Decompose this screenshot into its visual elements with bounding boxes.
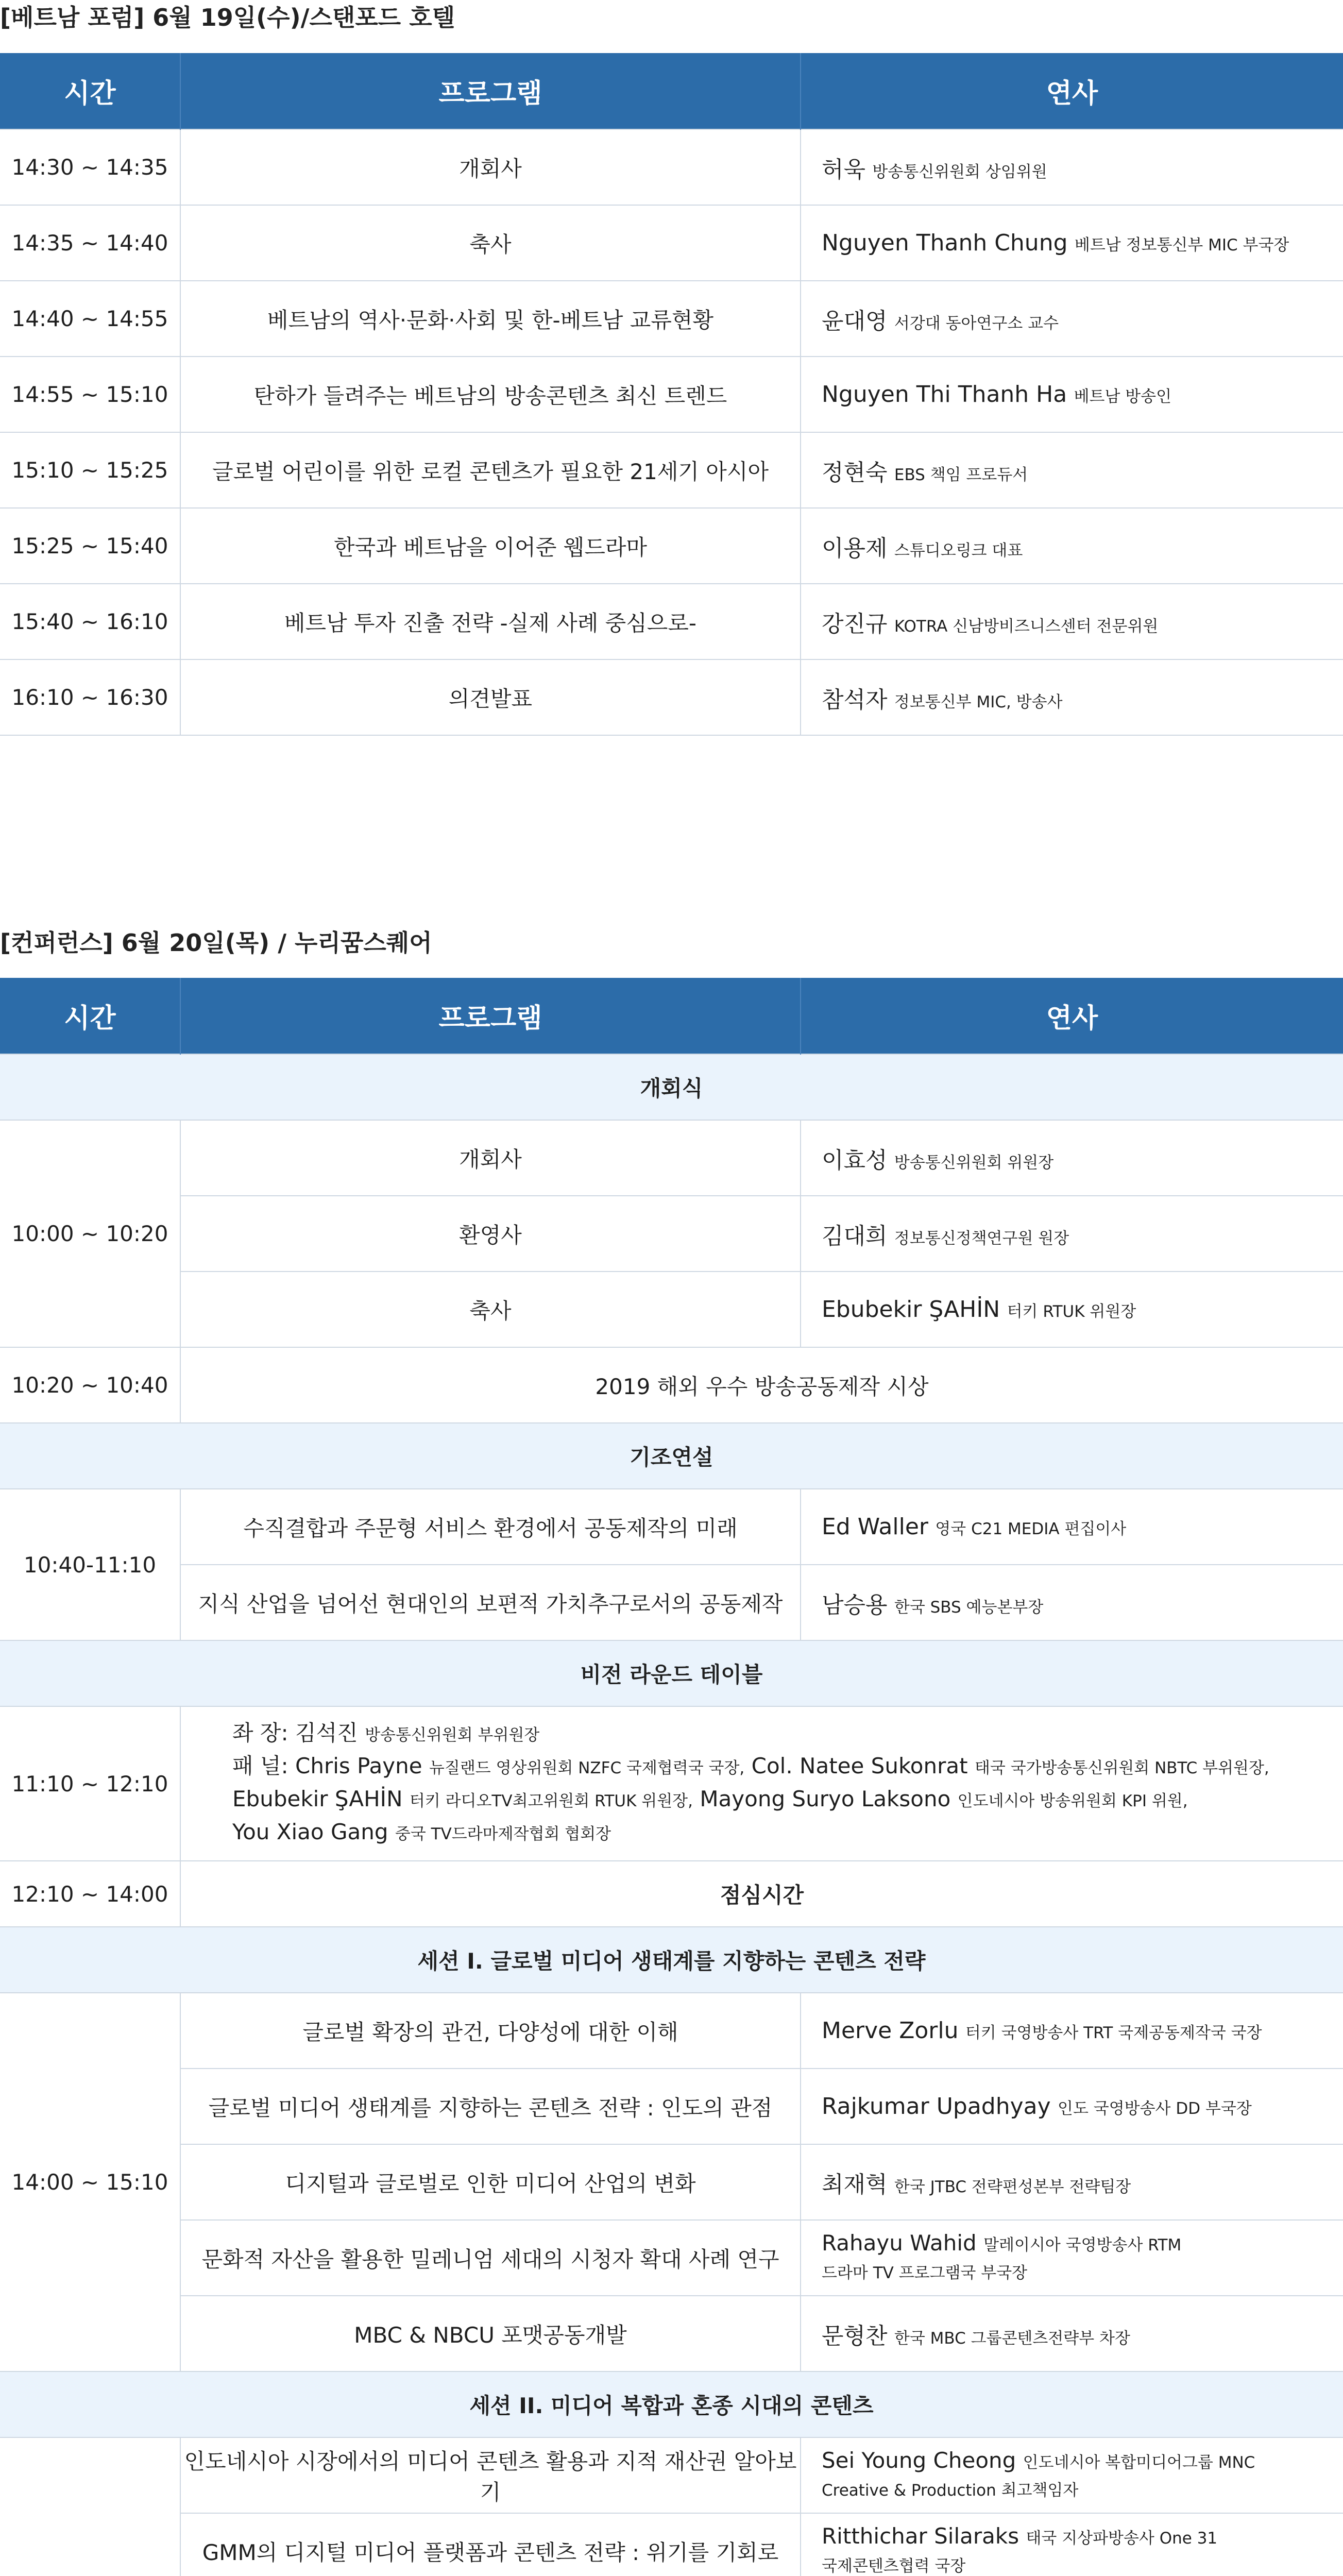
table-row: [0, 1861, 1343, 1927]
speaker-header: 연사: [801, 978, 1343, 1054]
speaker-name: Ed Waller: [822, 1514, 928, 1540]
table-row: [0, 432, 1343, 508]
time-cell: 15:25 ~ 15:40: [0, 508, 180, 584]
speaker-name: Nguyen Thi Thanh Ha: [822, 381, 1067, 408]
speaker-name: Merve Zorlu: [822, 2018, 959, 2044]
time-cell: 14:00 ~ 15:10: [0, 1993, 180, 2371]
program-cell: 탄하가 들려주는 베트남의 방송콘텐츠 최신 트렌드: [180, 357, 801, 432]
program-cell: 2019 해외 우수 방송공동제작 시상: [180, 1347, 1343, 1423]
speaker-name: Ritthichar Silaraks: [822, 2523, 1019, 2549]
program-cell: GMM의 디지털 미디어 플랫폼과 콘텐츠 전략 : 위기를 기회로: [180, 2513, 801, 2576]
speaker-name: 이용제: [822, 535, 888, 562]
speaker-name: 참석자: [822, 686, 888, 713]
roundtable-panel: [180, 1706, 1343, 1861]
panelist-name: Ebubekir ŞAHİN: [232, 1786, 403, 1811]
speaker-name: 최재혁: [822, 2171, 888, 2198]
table-row: [0, 1489, 1343, 1565]
table-row: [0, 659, 1343, 735]
program-cell: 축사: [180, 205, 801, 281]
speaker-desc: 정보통신정책연구원 원장: [894, 1229, 1069, 1248]
panelist-name: Mayong Suryo Laksono: [700, 1786, 951, 1811]
lunch-cell: 점심시간: [180, 1861, 1343, 1927]
speaker-name: Nguyen Thanh Chung: [822, 230, 1068, 256]
speaker-cell: [801, 2069, 1343, 2144]
table-row: [0, 508, 1343, 584]
category-row: [0, 1054, 1343, 1120]
panel-label: 패 널:: [232, 1753, 295, 1778]
category-row: [0, 2371, 1343, 2437]
table-row: [0, 1993, 1343, 2069]
speaker-cell: [801, 2144, 1343, 2220]
table-row: [0, 2513, 1343, 2576]
speaker-name: Sei Young Cheong: [822, 2447, 1016, 2473]
speaker-desc: 터키 RTUK 위원장: [1007, 1302, 1136, 1321]
time-cell: 15:40 ~ 16:10: [0, 584, 180, 659]
time-cell: 15:10 ~ 15:25: [0, 432, 180, 508]
speaker-name: 윤대영: [822, 308, 888, 334]
category-session-1: 세션 I. 글로벌 미디어 생태계를 지향하는 콘텐츠 전략: [0, 1927, 1343, 1993]
chair-name: 김석진: [295, 1720, 358, 1745]
program-cell: 글로벌 미디어 생태계를 지향하는 콘텐츠 전략 : 인도의 관점: [180, 2069, 801, 2144]
panelist-name: Chris Payne: [295, 1753, 422, 1778]
header-row: [0, 978, 1343, 1054]
speaker-cell: [801, 1565, 1343, 1640]
speaker-name: 남승용: [822, 1591, 888, 1618]
speaker-cell: [801, 129, 1343, 205]
table-row: [0, 584, 1343, 659]
speaker-name: 허욱: [822, 156, 866, 183]
time-cell: 14:40 ~ 14:55: [0, 281, 180, 357]
speaker-cell: [801, 1120, 1343, 1196]
panelist-name: Col. Natee Sukonrat: [751, 1753, 968, 1778]
speaker-desc: 국제콘텐츠협력 국장: [822, 2556, 966, 2575]
speaker-cell: [801, 2296, 1343, 2371]
speaker-desc: 정보통신부 MIC, 방송사: [894, 692, 1063, 711]
program-header: 프로그램: [180, 978, 801, 1054]
chair-label: 좌 장:: [232, 1720, 295, 1745]
forum-title: [베트남 포럼] 6월 19일(수)/스탠포드 호텔: [0, 4, 455, 31]
speaker-desc: 베트남 정보통신부 MIC 부국장: [1074, 236, 1289, 255]
table-row: [0, 205, 1343, 281]
table-row: [0, 1120, 1343, 1196]
speaker-name: 김대희: [822, 1223, 888, 1249]
speaker-name: 문형찬: [822, 2323, 888, 2349]
program-cell: 지식 산업을 넘어선 현대인의 보편적 가치추구로서의 공동제작: [180, 1565, 801, 1640]
conf-table: [0, 978, 1343, 2576]
table-row: [0, 1706, 1343, 1861]
program-cell: 한국과 베트남을 이어준 웹드라마: [180, 508, 801, 584]
speaker-desc: 드라마 TV 프로그램국 부국장: [822, 2263, 1028, 2282]
category-opening: 개회식: [0, 1054, 1343, 1120]
table-row: [0, 1272, 1343, 1347]
forum-table: [0, 53, 1343, 736]
speaker-desc: KOTRA 신남방비즈니스센터 전문위원: [894, 617, 1159, 636]
program-cell: 베트남 투자 진출 전략 -실제 사례 중심으로-: [180, 584, 801, 659]
time-cell: 14:35 ~ 14:40: [0, 205, 180, 281]
speaker-cell: [801, 1196, 1343, 1272]
speaker-desc: 한국 JTBC 전략편성본부 전략팀장: [894, 2177, 1131, 2196]
table-row: [0, 1565, 1343, 1640]
speaker-cell: [801, 357, 1343, 432]
time-header: 시간: [0, 53, 180, 129]
program-cell: 문화적 자산을 활용한 밀레니엄 세대의 시청자 확대 사례 연구: [180, 2220, 801, 2296]
speaker-cell: [801, 659, 1343, 735]
table-row: [0, 2296, 1343, 2371]
speaker-cell: [801, 508, 1343, 584]
speaker-cell: [801, 2220, 1343, 2296]
panelist-desc: 인도네시아 방송위원회 KPI 위원,: [957, 1792, 1188, 1810]
program-cell: 글로벌 확장의 관건, 다양성에 대한 이해: [180, 1993, 801, 2069]
speaker-desc: 말레이시아 국영방송사 RTM: [983, 2235, 1182, 2255]
speaker-desc: Creative & Production 최고책임자: [822, 2481, 1079, 2500]
speaker-cell: [801, 2513, 1343, 2576]
time-cell: 10:00 ~ 10:20: [0, 1120, 180, 1347]
speaker-cell: [801, 1489, 1343, 1565]
speaker-cell: [801, 584, 1343, 659]
speaker-name: 정현숙: [822, 459, 888, 486]
time-cell: 10:40-11:10: [0, 1489, 180, 1640]
program-cell: 수직결합과 주문형 서비스 환경에서 공동제작의 미래: [180, 1489, 801, 1565]
speaker-desc: 스튜디오링크 대표: [894, 541, 1023, 560]
program-cell: 축사: [180, 1272, 801, 1347]
time-cell: 14:30 ~ 14:35: [0, 129, 180, 205]
speaker-desc: 서강대 동아연구소 교수: [894, 314, 1059, 333]
time-cell: 14:55 ~ 15:10: [0, 357, 180, 432]
speaker-desc: 태국 지상파방송사 One 31: [1026, 2529, 1218, 2548]
time-cell: 11:10 ~ 12:10: [0, 1706, 180, 1861]
table-row: [0, 357, 1343, 432]
speaker-desc: 인도 국영방송사 DD 부국장: [1058, 2099, 1252, 2118]
time-cell: 12:10 ~ 14:00: [0, 1861, 180, 1927]
panelist-desc: 태국 국가방송통신위원회 NBTC 부위원장,: [974, 1759, 1269, 1777]
speaker-desc: 방송통신위원회 상임위원: [872, 162, 1047, 181]
speaker-desc: 한국 MBC 그룹콘텐츠전략부 차장: [894, 2329, 1130, 2348]
speaker-desc: 영국 C21 MEDIA 편집이사: [935, 1520, 1127, 1538]
program-cell: 인도네시아 시장에서의 미디어 콘텐츠 활용과 지적 재산권 알아보기: [180, 2437, 801, 2513]
program-cell: 글로벌 어린이를 위한 로컬 콘텐츠가 필요한 21세기 아시아: [180, 432, 801, 508]
header-row: [0, 53, 1343, 129]
category-keynote: 기조연설: [0, 1423, 1343, 1489]
speaker-cell: [801, 281, 1343, 357]
category-roundtable: 비전 라운드 테이블: [0, 1640, 1343, 1706]
program-cell: MBC & NBCU 포맷공동개발: [180, 2296, 801, 2371]
speaker-cell: [801, 205, 1343, 281]
table-row: [0, 1347, 1343, 1423]
time-header: 시간: [0, 978, 180, 1054]
table-row: [0, 2069, 1343, 2144]
speaker-name: 이효성: [822, 1147, 888, 1174]
speaker-name: 강진규: [822, 611, 888, 637]
program-cell: 디지털과 글로벌로 인한 미디어 산업의 변화: [180, 2144, 801, 2220]
speaker-desc: 인도네시아 복합미디어그룹 MNC: [1023, 2453, 1255, 2472]
table-row: [0, 129, 1343, 205]
time-cell: 10:20 ~ 10:40: [0, 1347, 180, 1423]
panelist-name: You Xiao Gang: [232, 1819, 388, 1844]
table-row: [0, 281, 1343, 357]
conf-title: [컨퍼런스] 6월 20일(목) / 누리꿈스퀘어: [0, 929, 432, 957]
speaker-name: Rahayu Wahid: [822, 2230, 977, 2256]
speaker-header: 연사: [801, 53, 1343, 129]
category-row: [0, 1423, 1343, 1489]
program-cell: 의견발표: [180, 659, 801, 735]
program-cell: 베트남의 역사·문화·사회 및 한-베트남 교류현황: [180, 281, 801, 357]
table-row: [0, 1196, 1343, 1272]
speaker-name: Rajkumar Upadhyay: [822, 2093, 1051, 2120]
table-row: [0, 2144, 1343, 2220]
speaker-cell: [801, 432, 1343, 508]
speaker-cell: [801, 1993, 1343, 2069]
speaker-cell: [801, 1272, 1343, 1347]
speaker-cell: [801, 2437, 1343, 2513]
speaker-name: Ebubekir ŞAHİN: [822, 1296, 1000, 1323]
category-session-2: 세션 II. 미디어 복합과 혼종 시대의 콘텐츠: [0, 2371, 1343, 2437]
speaker-desc: 한국 SBS 예능본부장: [894, 1598, 1044, 1617]
time-cell: [0, 2437, 180, 2576]
program-header: 프로그램: [180, 53, 801, 129]
program-cell: 환영사: [180, 1196, 801, 1272]
speaker-desc: 베트남 방송인: [1074, 387, 1172, 406]
chair-desc: 방송통신위원회 부위원장: [365, 1726, 540, 1744]
time-cell: 16:10 ~ 16:30: [0, 659, 180, 735]
table-row: [0, 2220, 1343, 2296]
panelist-desc: 터키 라디오TV최고위원회 RTUK 위원장,: [409, 1792, 693, 1810]
panelist-desc: 뉴질랜드 영상위원회 NZFC 국제협력국 국장,: [429, 1759, 745, 1777]
panelist-desc: 중국 TV드라마제작협회 협회장: [395, 1825, 611, 1843]
program-cell: 개회사: [180, 129, 801, 205]
category-row: [0, 1640, 1343, 1706]
program-cell: 개회사: [180, 1120, 801, 1196]
speaker-desc: 방송통신위원회 위원장: [894, 1153, 1054, 1172]
speaker-desc: 터키 국영방송사 TRT 국제공동제작국 국장: [965, 2024, 1262, 2042]
speaker-desc: EBS 책임 프로듀서: [894, 465, 1028, 484]
table-row: [0, 2437, 1343, 2513]
category-row: [0, 1927, 1343, 1993]
